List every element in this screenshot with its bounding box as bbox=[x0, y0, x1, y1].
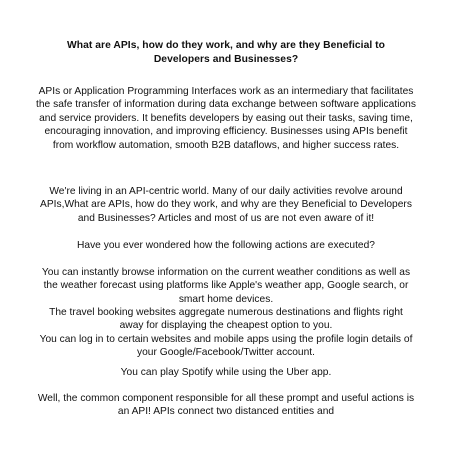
paragraph-weather-example: You can instantly browse information on the current weather conditions as well as the weather forecast using platforms like Apple's weather app, Google search, or smart home devices. bbox=[41, 267, 411, 305]
paragraph-question: Have you ever wondered how the following actions are executed? bbox=[77, 240, 375, 251]
paragraph-api-centric-world: We're living in an API-centric world. Many of our daily activities revolve around APIs,What are APIs, how do they work, and why are they Beneficial to Developers and Businesses? Articles and most of us are not even aware of it! bbox=[40, 186, 412, 224]
paragraph-spotify-example: You can play Spotify while using the Uber app. bbox=[120, 367, 332, 378]
paragraph-conclusion: Well, the common component responsible for all these prompt and useful actions is an API! APIs connect two distanced entities and bbox=[37, 393, 415, 418]
paragraph-api-definition: APIs or Application Programming Interfaces work as an intermediary that facilitates the safe transfer of information during data exchange between software applications and service providers. It benefits developers by easing out their tasks, saving time, encouraging innovation, and improving efficiency. Businesses using APIs benefit from workflow automation, smooth B2B dataflows, and higher success rates. bbox=[36, 86, 416, 151]
paragraph-travel-example: The travel booking websites aggregate numerous destinations and flights right away for displaying the cheapest option to you. bbox=[49, 307, 403, 332]
document-title: What are APIs, how do they work, and why are they Beneficial to Developers and Businesses? bbox=[66, 40, 386, 65]
paragraph-login-example: You can log in to certain websites and mobile apps using the profile login details of your Google/Facebook/Twitter account. bbox=[39, 334, 413, 359]
